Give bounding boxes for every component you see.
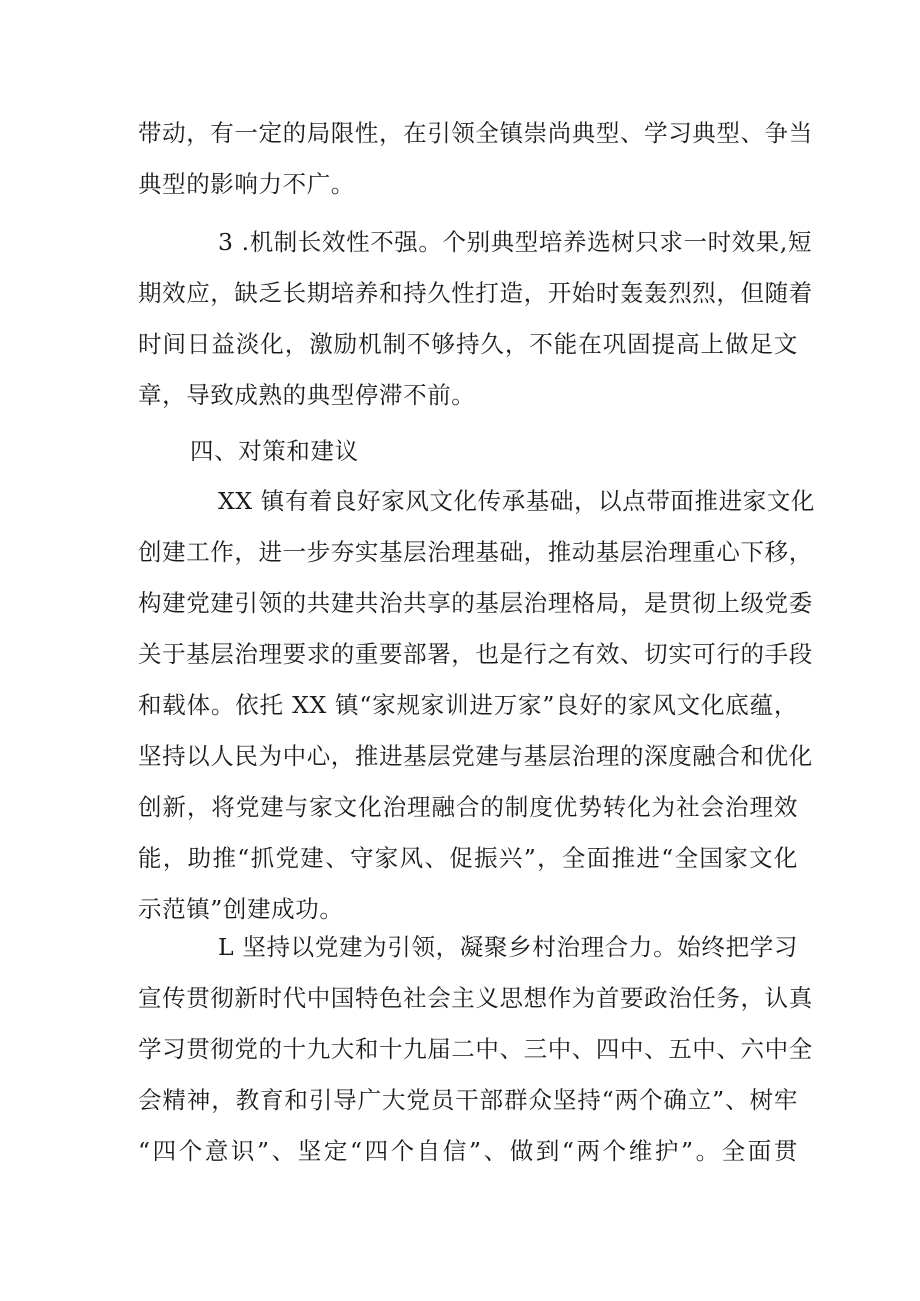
text-line: 章，导致成熟的典型停滞不前。 [138,381,476,409]
text-line: 学习贯彻党的十九大和十九届二中、三中、四中、五中、六中全 [138,1035,813,1063]
text-line: 和载体。依托 XX 镇“家规家训进万家”良好的家风文化底蕴， [138,691,798,719]
section-heading [138,426,798,477]
text-line: 示范镇”创建成功。 [138,895,344,923]
text-line: 典型的影响力不广。 [138,170,355,198]
text-line: 构建党建引领的共建共治共享的基层治理格局，是贯彻上级党委 [138,589,813,617]
text-line: 能，助推“抓党建、守家风、促振兴”，全面推进“全国家文化 [138,844,798,872]
text-line: 带动，有一定的局限性，在引领全镇崇尚典型、学习典型、争当 [138,119,813,147]
paragraph-item-1 [138,922,813,1177]
text-line: 会精神，教育和引导广大党员干部群众坚持“两个确立”、树牢 [138,1086,798,1114]
paragraph-intro [138,476,816,935]
text-line: 创建工作，进一步夯实基层治理基础，推动基层治理重心下移， [138,538,813,566]
text-line: 关于基层治理要求的重要部署，也是行之有效、切实可行的手段 [138,640,813,668]
text-line: 期效应，缺乏长期培养和持久性打造，开始时轰轰烈烈，但随着 [138,279,813,307]
text-line: L 坚持以党建为引领，凝聚乡村治理合力。始终把学习 [218,933,798,961]
text-line: 坚持以人民为中心，推进基层党建与基层治理的深度融合和优化 [138,742,813,770]
text-line: 3 .机制长效性不强。个别典型培养选树只求一时效果,短 [218,228,813,256]
heading-text: 四、对策和建议 [190,437,359,465]
text-line: 宣传贯彻新时代中国特色社会主义思想作为首要政治任务，认真 [138,984,813,1012]
paragraph-continuation [138,108,813,210]
paragraph-item-3 [138,217,813,421]
text-line: 时间日益淡化，激励机制不够持久，不能在巩固提高上做足文 [138,330,798,358]
text-line: XX 镇有着良好家风文化传承基础，以点带面推进家文化 [218,487,816,515]
text-line: 创新，将党建与家文化治理融合的制度优势转化为社会治理效 [138,793,798,821]
text-line: “四个意识”、坚定“四个自信”、做到“两个维护”。全面贯 [138,1137,798,1165]
